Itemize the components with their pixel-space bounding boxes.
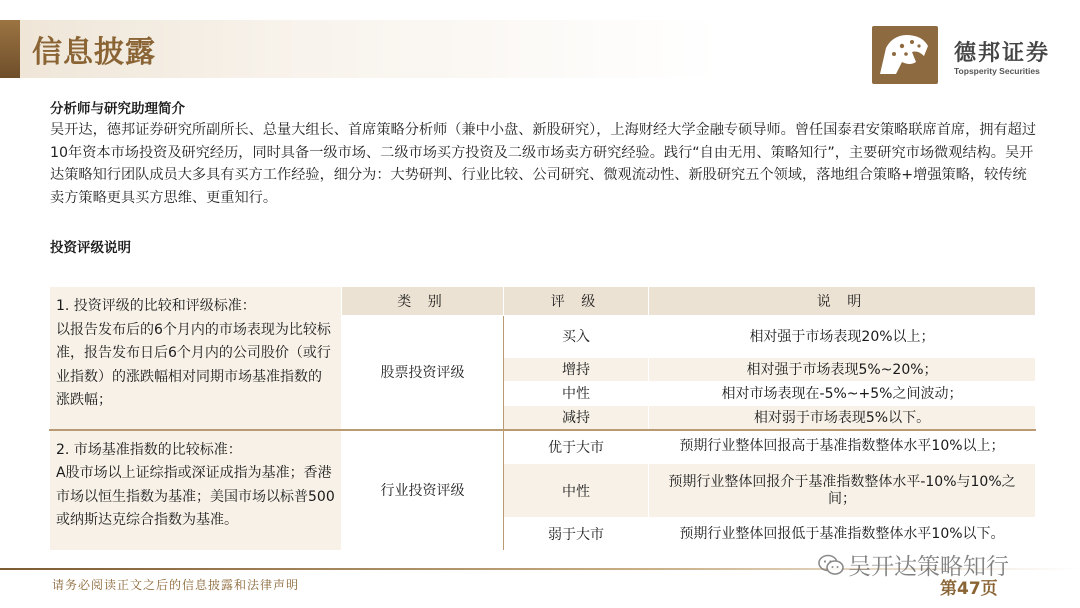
stock-rating-desc: 相对强于市场表现5%~20%； [649,357,1036,381]
stock-category-cell: 股票投资评级 [342,316,504,430]
stock-rating-desc: 相对弱于市场表现5%以下。 [649,405,1036,430]
logo-text-en: Topsperity Securities [954,66,1040,76]
page-number: 第47页 [940,579,998,599]
criteria-2-body: A股市场以上证综指或深证成指为基准；香港市场以恒生指数为基准；美国市场以标普500或纳斯达克综合指数为基准。 [56,465,335,529]
criteria-1-cell [50,287,342,430]
industry-rating-desc: 预期行业整体回报介于基准指数整体水平-10%与10%之间； [649,463,1036,517]
watermark-text: 吴开达策略知行 [848,554,1009,580]
industry-rating-cell: 中性 [504,463,649,517]
table-row [50,430,1036,463]
industry-rating-desc: 预期行业整体回报高于基准指数整体水平10%以上； [649,430,1036,463]
stock-rating-desc: 相对市场表现在-5%~+5%之间波动； [649,381,1036,405]
criteria-2-cell [50,430,342,551]
footer-disclaimer: 请务必阅读正文之后的信息披露和法律声明 [52,578,300,592]
stock-rating-cell: 增持 [504,357,649,381]
industry-rating-cell: 弱于大市 [504,518,649,551]
industry-category-cell: 行业投资评级 [342,430,504,551]
analyst-bio: 吴开达，德邦证券研究所副所长、总量大组长、首席策略分析师（兼中小盘、新股研究），上海财经大学金融专硕导师。曾任国泰君安策略联席首席，拥有超过10年资本市场投资及研究经历，同时具备一级市场、二级市场买方投资及二级市场卖方研究经验。践行“自由无用、策略知行”，主要研究市场微观结构。吴开达策略知行团队成员大多具有买方工作经验，细分为：大势研判、行业比较、公司研究、微观流动性、新股研究五个领域，落地组合策略+增强策略，较传统卖方策略更具买方思维、更重知行。 [50,122,1037,206]
analyst-section-title: 分析师与研究助理简介 [50,101,185,117]
header-accent-bar [0,20,20,78]
rating-section-title: 投资评级说明 [50,240,131,256]
industry-rating-cell: 优于大市 [504,430,649,463]
criteria-1-body: 以报告发布后的6个月内的市场表现为比较标准，报告发布日后6个月内的公司股价（或行业指数）的涨跌幅相对同期市场基准指数的涨跌幅； [56,321,331,408]
table-header-row [50,287,1036,316]
header-rating: 评 级 [504,287,649,316]
header-category: 类 别 [342,287,504,316]
wechat-icon [818,554,844,582]
criteria-1-title: 1. 投资评级的比较和评级标准： [56,298,256,314]
company-logo [872,26,1062,88]
header-description: 说 明 [649,287,1036,316]
stock-rating-desc: 相对强于市场表现20%以上； [649,316,1036,358]
page-title: 信息披露 [32,35,156,70]
stock-rating-cell: 买入 [504,316,649,358]
industry-rating-desc: 预期行业整体回报低于基准指数整体水平10%以下。 [649,518,1036,551]
leopard-logo-icon [872,26,938,84]
logo-text-cn: 德邦证券 [954,41,1051,66]
stock-rating-cell: 减持 [504,405,649,430]
rating-table [49,286,1036,551]
stock-rating-cell: 中性 [504,381,649,405]
criteria-2-title: 2. 市场基准指数的比较标准： [56,441,242,458]
